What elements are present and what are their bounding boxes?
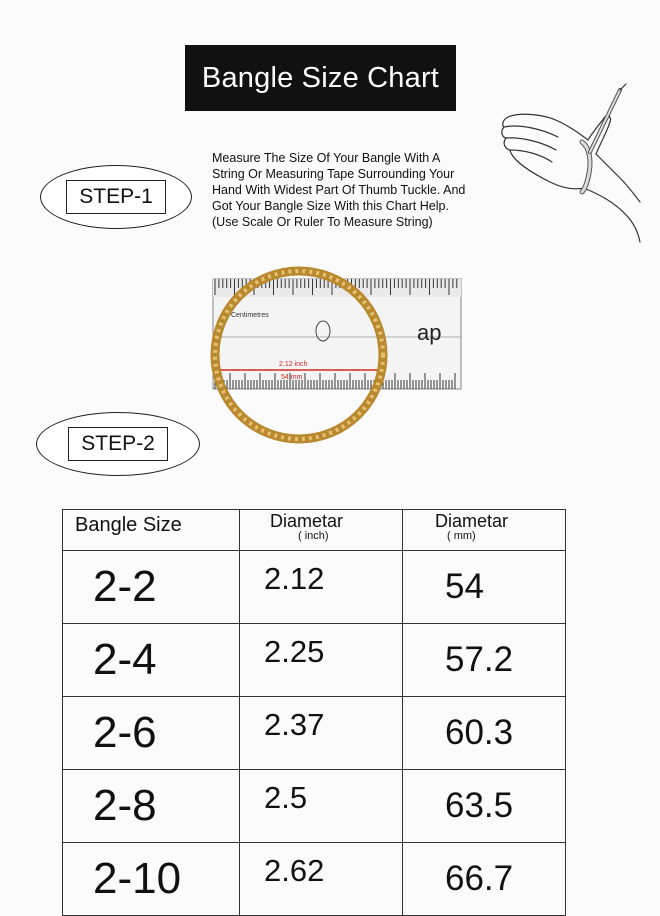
step-1-label: STEP-1	[66, 180, 166, 214]
header-mm-title: Diametar	[435, 511, 509, 531]
header-diameter-inch	[240, 510, 403, 551]
cell-diameter-mm: 63.5	[403, 770, 566, 843]
cell-bangle-size: 2-10	[63, 843, 240, 916]
header-diameter-mm	[403, 510, 566, 551]
measuring-instructions	[212, 150, 512, 230]
mm-reading-label: 54 mm	[281, 374, 303, 381]
cell-diameter-mm: 57.2	[403, 624, 566, 697]
instruction-line: Got Your Bangle Size With this Chart Help.	[212, 199, 449, 213]
table-row	[63, 843, 566, 916]
table-row	[63, 770, 566, 843]
cell-diameter-inch: 2.5	[240, 770, 403, 843]
ruler-bangle-illustration	[205, 255, 465, 450]
step-2-badge	[36, 412, 200, 476]
inch-reading-label: 2.12 inch	[279, 361, 308, 368]
table-header-row	[63, 510, 566, 551]
page-title: Bangle Size Chart	[185, 45, 456, 111]
hand-measuring-illustration	[500, 82, 645, 247]
cell-diameter-inch: 2.37	[240, 697, 403, 770]
cell-bangle-size: 2-8	[63, 770, 240, 843]
ruler-unit-label: Centimetres	[231, 312, 269, 319]
header-inch-unit: ( inch)	[298, 530, 329, 542]
cell-bangle-size: 2-4	[63, 624, 240, 697]
table-row	[63, 624, 566, 697]
instruction-line: (Use Scale Or Ruler To Measure String)	[212, 215, 433, 229]
cell-diameter-mm: 60.3	[403, 697, 566, 770]
table-row	[63, 551, 566, 624]
cell-diameter-mm: 66.7	[403, 843, 566, 916]
instruction-line: String Or Measuring Tape Surrounding Your	[212, 167, 455, 181]
instruction-line: Hand With Widest Part Of Thumb Tuckle. And	[212, 183, 466, 197]
instruction-line: Measure The Size Of Your Bangle With A	[212, 151, 441, 165]
cell-diameter-inch: 2.62	[240, 843, 403, 916]
header-bangle-size: Bangle Size	[63, 510, 240, 551]
size-chart-table	[62, 509, 566, 916]
step-1-badge	[40, 165, 192, 229]
cell-bangle-size: 2-6	[63, 697, 240, 770]
ruler-brand-text: ap	[417, 320, 442, 345]
header-inch-title: Diametar	[270, 511, 344, 531]
step-2-label: STEP-2	[68, 427, 168, 461]
header-mm-unit: ( mm)	[447, 530, 476, 542]
cell-diameter-inch: 2.25	[240, 624, 403, 697]
cell-diameter-mm: 54	[403, 551, 566, 624]
cell-diameter-inch: 2.12	[240, 551, 403, 624]
cell-bangle-size: 2-2	[63, 551, 240, 624]
table-row	[63, 697, 566, 770]
